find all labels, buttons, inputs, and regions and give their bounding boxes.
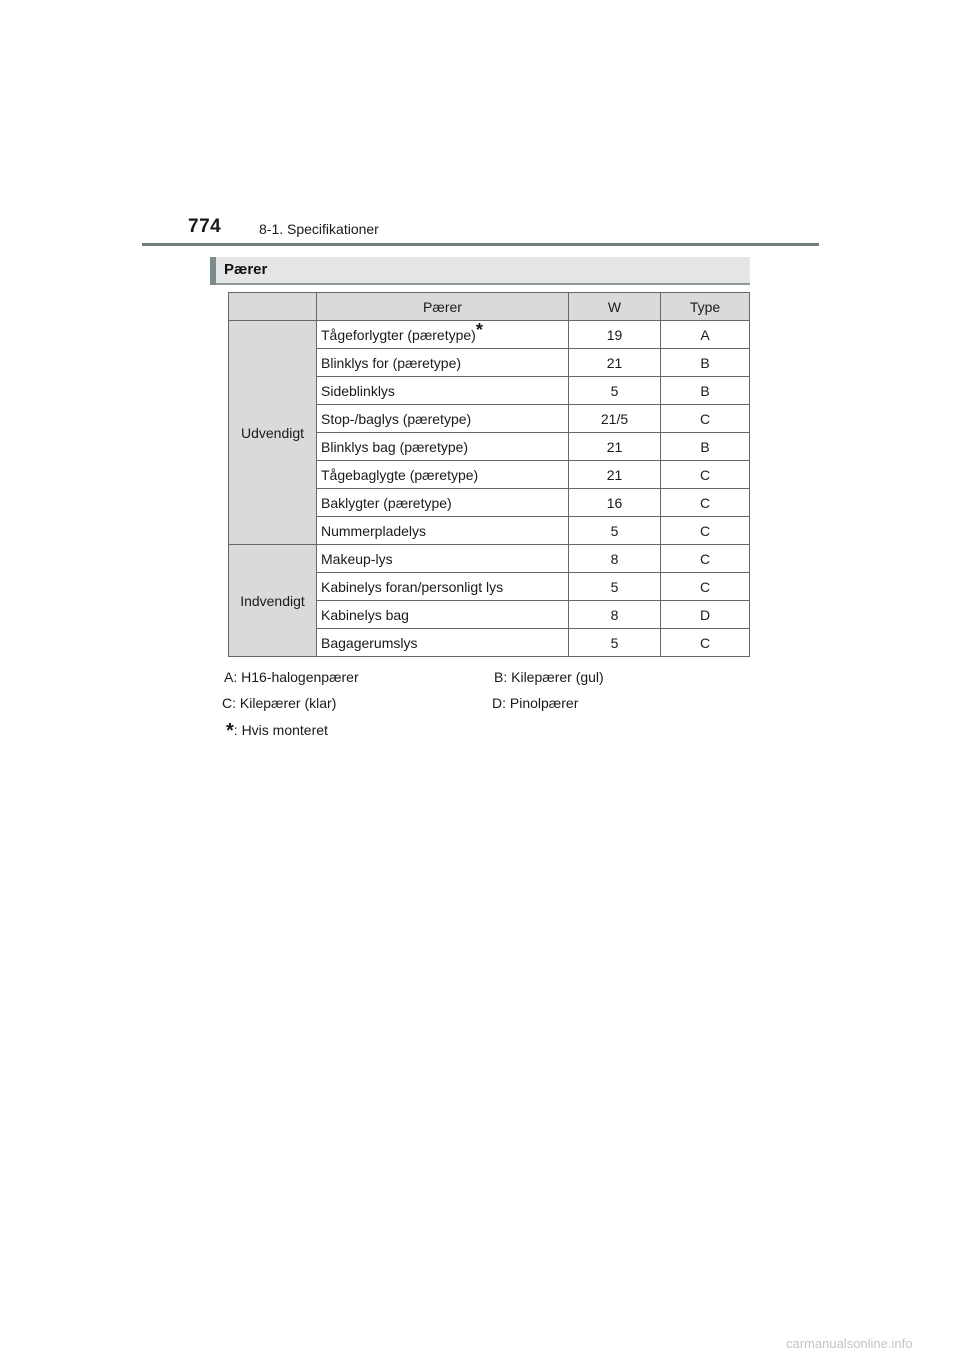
type-cell: C [661, 489, 750, 517]
watt-cell: 16 [569, 489, 661, 517]
bulb-name: Tågebaglygte (pæretype) [321, 466, 479, 483]
bulb-name: Blinklys for (pæretype) [321, 354, 462, 371]
watt-cell: 21 [569, 433, 661, 461]
legend-c: C: Kilepærer (klar) [222, 695, 337, 711]
group-label: Udvendigt [229, 321, 317, 545]
bulb-name-cell [317, 629, 569, 657]
footnote-asterisk: * [226, 720, 234, 742]
type-cell: C [661, 405, 750, 433]
bulb-name-cell [317, 377, 569, 405]
bulb-name-cell [317, 489, 569, 517]
page-number: 774 [188, 216, 222, 237]
asterisk-marker: * [475, 319, 483, 340]
watt-cell: 5 [569, 629, 661, 657]
type-cell: B [661, 377, 750, 405]
group-label: Indvendigt [229, 545, 317, 657]
footnote-text: : Hvis monteret [233, 722, 328, 738]
table-header-row [229, 293, 750, 321]
watt-cell: 8 [569, 601, 661, 629]
bulb-name-cell [317, 405, 569, 433]
table-row [229, 321, 750, 349]
legend-b: B: Kilepærer (gul) [494, 669, 604, 685]
watt-cell: 5 [569, 517, 661, 545]
watt-cell: 21 [569, 461, 661, 489]
type-cell: C [661, 461, 750, 489]
header-cell-watt: W [569, 293, 661, 321]
watermark: carmanualsonline.info [786, 1336, 913, 1351]
bulb-name-cell [317, 601, 569, 629]
section-accent [210, 257, 216, 285]
type-cell: C [661, 517, 750, 545]
bulb-name-cell [317, 517, 569, 545]
type-cell: C [661, 629, 750, 657]
watt-cell: 5 [569, 377, 661, 405]
type-cell: C [661, 545, 750, 573]
header-cell-type: Type [661, 293, 750, 321]
type-cell: B [661, 433, 750, 461]
type-cell: D [661, 601, 750, 629]
header-rule [142, 243, 819, 246]
header-cell-bulbs: Pærer [317, 293, 569, 321]
watt-cell: 21/5 [569, 405, 661, 433]
legend-d: D: Pinolpærer [492, 695, 579, 711]
bulb-name: Sideblinklys [321, 382, 395, 399]
table-row [229, 545, 750, 573]
bulb-name-cell [317, 545, 569, 573]
bulb-name-cell [317, 433, 569, 461]
type-cell: C [661, 573, 750, 601]
table-body [229, 321, 750, 657]
watt-cell: 21 [569, 349, 661, 377]
section-title-bar [210, 257, 750, 285]
bulb-name: Baklygter (pæretype) [321, 494, 452, 511]
bulb-name-cell [317, 573, 569, 601]
bulb-name: Kabinelys foran/personligt lys [321, 578, 504, 595]
watt-cell: 5 [569, 573, 661, 601]
bulb-name-cell [317, 321, 569, 349]
bulb-name: Bagagerumslys [321, 634, 418, 651]
bulb-name-cell [317, 461, 569, 489]
legend-a: A: H16-halogenpærer [224, 669, 359, 685]
bulb-name: Makeup-lys [321, 550, 393, 567]
bulbs-table [228, 292, 750, 657]
bulb-name: Kabinelys bag [321, 606, 409, 623]
watt-cell: 19 [569, 321, 661, 349]
type-cell: B [661, 349, 750, 377]
bulb-name-cell [317, 349, 569, 377]
footnote [226, 718, 328, 741]
bulb-name: Nummerpladelys [321, 522, 427, 539]
bulb-name: Tågeforlygter (pæretype) [321, 326, 476, 343]
header-cell-group [229, 293, 317, 321]
bulb-name: Stop-/baglys (pæretype) [321, 410, 472, 427]
type-cell: A [661, 321, 750, 349]
section-path: 8-1. Specifikationer [259, 221, 379, 237]
bulb-name: Blinklys bag (pæretype) [321, 438, 469, 455]
watt-cell: 8 [569, 545, 661, 573]
section-title: Pærer [224, 261, 268, 278]
